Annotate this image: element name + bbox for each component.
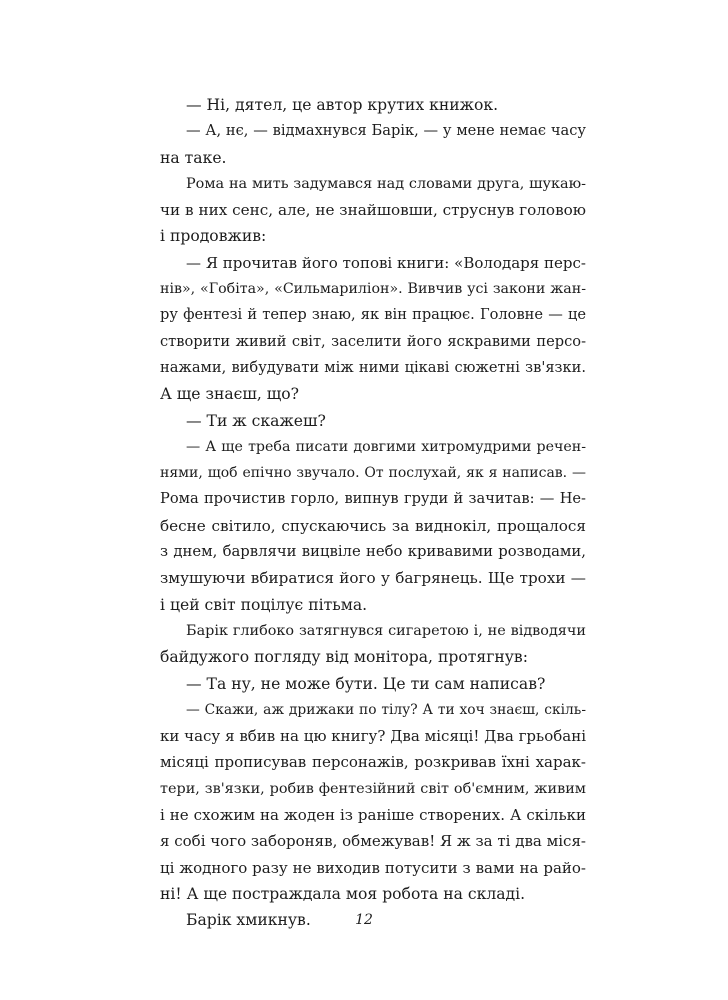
page-number: 12	[355, 912, 373, 928]
text-line: і цей світ поцілує пітьма.	[160, 595, 368, 614]
text-line: — Ні, дятел, це автор крутих книжок.	[186, 96, 499, 114]
text-line: місяці прописував персонажів, розкривав їхні харак-	[160, 753, 586, 772]
text-line: Барік глибоко затягнувся сигаретою і, не відводячи	[186, 622, 586, 639]
body-text	[160, 92, 586, 934]
text-line: ру фентезі й тепер знаю, як він працює. Головне — це	[160, 306, 586, 324]
text-line: Барік хмикнув.	[186, 911, 311, 930]
text-line: Рома прочистив горло, випнув груди й зачитав: — Не-	[160, 490, 586, 508]
text-line: створити живий світ, заселити його яскравими персо-	[160, 332, 586, 350]
text-line: ки часу я вбив на цю книгу? Два місяці! Два грьобані	[160, 727, 586, 746]
text-line: — Скажи, аж дрижаки по тілу? А ти хоч знаєш, скіль-	[186, 701, 586, 718]
text-line: чи в них сенс, але, не знайшовши, струснув головою	[160, 201, 586, 220]
text-line: — Та ну, не може бути. Це ти сам написав?	[186, 674, 546, 693]
text-line: нів», «Гобіта», «Сильмариліон». Вивчив усі закони жан-	[160, 281, 586, 298]
text-line: нями, щоб епічно звучало. От послухай, як я написав. —	[160, 465, 586, 482]
text-line: з днем, барвлячи вицвіле небо кривавими розводами,	[160, 543, 586, 561]
text-line: я собі чого забороняв, обмежував! Я ж за ті два міся-	[160, 832, 586, 851]
text-line: і продовжив:	[160, 227, 267, 246]
text-line: — А ще треба писати довгими хитромудрими речен-	[186, 438, 586, 455]
text-line: на таке.	[160, 148, 227, 167]
text-line: змушуючи вбиратися його у багрянець. Ще трохи —	[160, 569, 586, 588]
text-line: і не схожим на жоден із раніше створених. А скільки	[160, 806, 586, 825]
text-line: — Ти ж скажеш?	[186, 411, 326, 430]
text-line: тери, зв'язки, робив фентезійний світ об'ємним, живим	[160, 780, 586, 797]
text-line: А ще знаєш, що?	[160, 385, 300, 404]
text-line: байдужого погляду від монітора, протягнув:	[160, 648, 528, 667]
text-line: нажами, вибудувати між ними цікаві сюжетні зв'язки.	[160, 358, 586, 376]
text-line: — А, нє, — відмахнувся Барік, — у мене немає часу	[186, 122, 586, 140]
text-line: ні! А ще постраждала моя робота на складі.	[160, 884, 526, 903]
text-line: — Я прочитав його топові книги: «Володаря перс-	[186, 253, 586, 272]
text-line: Рома на мить задумався над словами друга, шукаю-	[186, 175, 586, 192]
text-line: ці жодного разу не виходив потусити з вами на райо-	[160, 858, 586, 877]
text-line: бесне світило, спускаючись за виднокіл, прощалося	[160, 516, 586, 535]
